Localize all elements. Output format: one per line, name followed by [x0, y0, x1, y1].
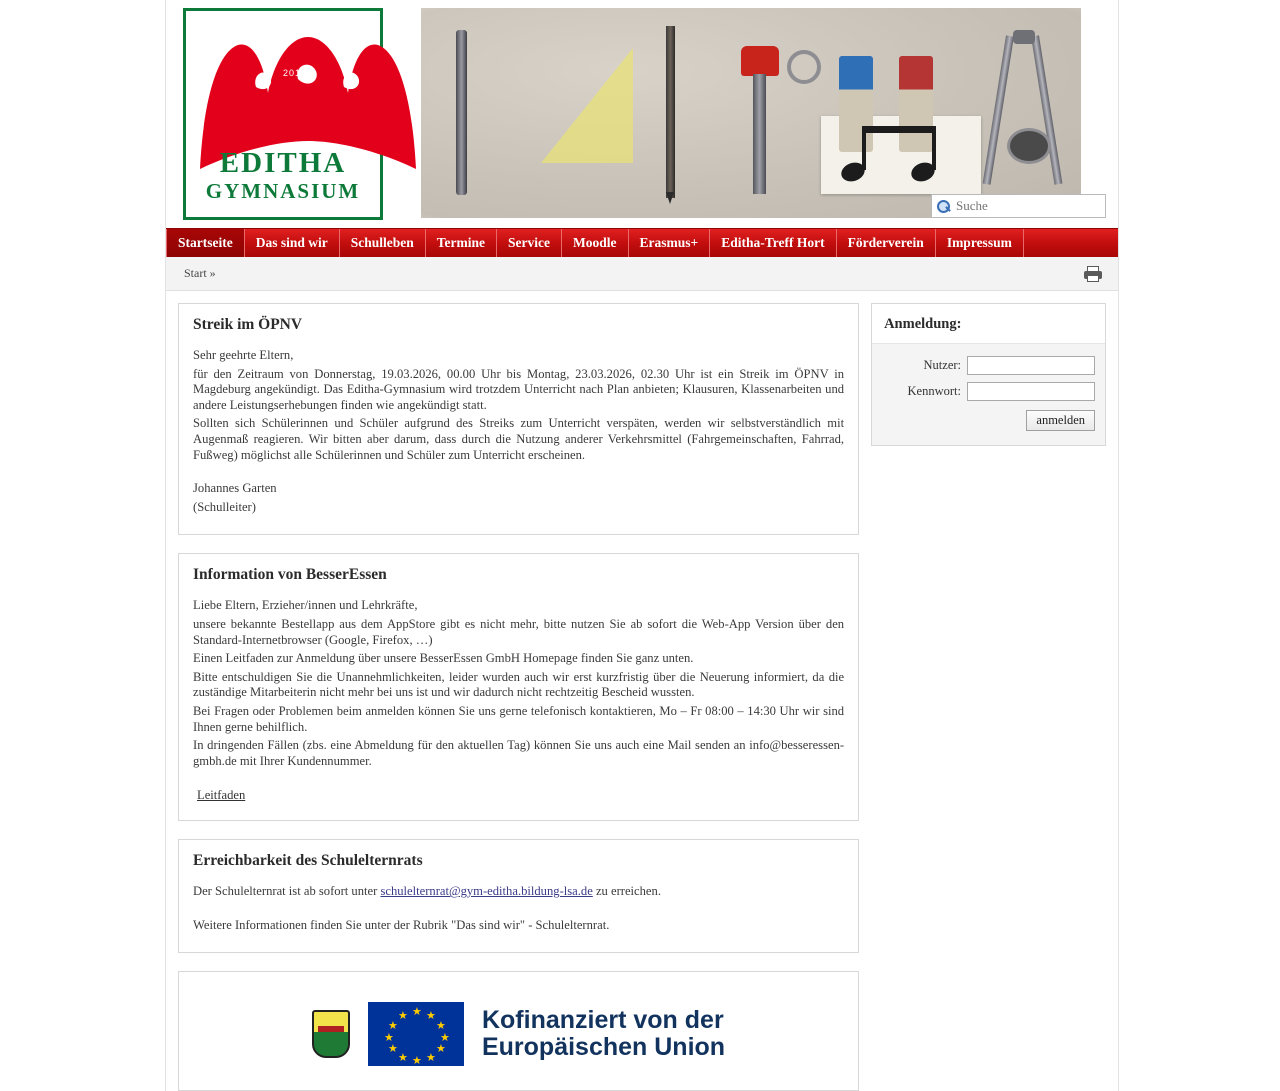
nav-item-das-sind-wir[interactable]: Das sind wir — [245, 229, 340, 257]
eu-banner — [191, 984, 846, 1066]
nav-item-editha-treff-hort[interactable]: Editha-Treff Hort — [710, 229, 836, 257]
search-input[interactable] — [954, 197, 1101, 215]
article-paragraph: für den Zeitraum von Donnerstag, 19.03.2026, 00.00 Uhr bis Montag, 23.03.2026, 02.30 Uhr ist ein Streik im ÖPNV in Magdeburg angekündigt. Das Editha-Gymnasium wird trotzdem Unterricht nach Plan anbieten; Klausuren, Klassenarbeiten und andere Leistungserhebungen finden wie angekündigt statt. — [193, 366, 845, 412]
nav-item-service[interactable]: Service — [497, 229, 562, 257]
nav-item-erasmus[interactable]: Erasmus+ — [629, 229, 711, 257]
article-signature-name: Johannes Garten — [193, 481, 277, 496]
header-banner-image — [421, 8, 1081, 218]
login-title: Anmeldung: — [872, 304, 1105, 344]
login-submit-button[interactable]: anmelden — [1026, 410, 1095, 431]
article-paragraph: Einen Leitfaden zur Anmeldung über unsere BesserEssen GmbH Homepage finden Sie ganz unten. — [193, 651, 694, 666]
article-paragraph: Weitere Informationen finden Sie unter der Rubrik "Das sind wir" - Schulelternrat. — [193, 917, 610, 932]
article-paragraph: unsere bekannte Bestellapp aus dem AppStore gibt es nicht mehr, bitte nutzen Sie ab sofort die Web-App Version über den Standard-Internetbrowser (Google, Firefox, …) — [193, 616, 845, 647]
eu-funding-line-2: Europäischen Union — [481, 1033, 726, 1062]
password-label: Kennwort: — [907, 384, 961, 398]
article-title: Information von BesserEssen — [193, 566, 387, 584]
eu-funding-text — [482, 1007, 725, 1061]
sachsen-anhalt-coat-of-arms-icon — [312, 1010, 350, 1058]
login-button-row — [882, 410, 1095, 431]
site-header — [166, 0, 1118, 228]
article-eu-funding — [178, 971, 859, 1091]
nav-item-startseite[interactable]: Startseite — [166, 229, 245, 257]
article-paragraph — [193, 884, 844, 900]
article-paragraph: Bei Fragen oder Problemen beim anmelden können Sie uns gerne telefonisch kontaktieren, Mo – Fr 08:00 – 14:30 Uhr wir sind Ihnen gerne behilflich. — [193, 703, 845, 734]
password-row — [882, 382, 1095, 401]
main-navigation — [166, 228, 1118, 257]
password-input[interactable] — [967, 382, 1095, 401]
nav-item-termine[interactable]: Termine — [426, 229, 497, 257]
eu-funding-line-1: Kofinanziert von der — [481, 1006, 724, 1035]
article-schulelternrat — [178, 839, 859, 953]
article-title: Streik im ÖPNV — [193, 316, 303, 333]
nav-item-schulleben[interactable]: Schulleben — [340, 229, 426, 257]
article-title: Erreichbarkeit des Schulelternrats — [193, 852, 423, 870]
leitfaden-link[interactable]: Leitfaden — [197, 788, 246, 803]
logo-year: 2015 — [283, 68, 308, 78]
nav-item-foerderverein[interactable]: Förderverein — [837, 229, 936, 257]
article-streik-oepnv — [178, 303, 859, 535]
nav-item-impressum[interactable]: Impressum — [936, 229, 1024, 257]
school-logo[interactable] — [183, 8, 383, 220]
username-row — [882, 356, 1095, 375]
eu-flag-icon: ★ ★ ★ ★ ★ ★ ★ ★ ★ ★ ★ ★ — [368, 1002, 464, 1066]
logo-line-2: GYMNASIUM — [205, 179, 361, 203]
breadcrumb[interactable]: Start » — [184, 266, 216, 280]
login-box — [871, 303, 1106, 446]
logo-line-1: EDITHA — [219, 147, 347, 179]
article-paragraph: Sehr geehrte Eltern, — [193, 348, 294, 362]
login-form — [872, 344, 1105, 445]
article-besseressen — [178, 553, 859, 821]
site-container — [165, 0, 1119, 1091]
main-column — [178, 303, 859, 1091]
lead-text-before: Der Schulelternrat ist ab sofort unter — [193, 884, 381, 899]
article-paragraph: In dringenden Fällen (zbs. eine Abmeldung für den aktuellen Tag) können Sie uns auch eine Mail senden an info@besseressen-gmbh.de mit Ihrer Kundennummer. — [193, 738, 845, 768]
sidebar — [871, 303, 1106, 446]
username-input[interactable] — [967, 356, 1095, 375]
logo-wordmark — [186, 147, 380, 203]
article-paragraph: Bitte entschuldigen Sie die Unannehmlichkeiten, leider wurden auch wir erst kurzfristig über die Neuerung informiert, da die zuständige Mitarbeiterin nicht mehr bei uns ist und wir dadurch nicht rechtzeitig Bescheid wussten. — [193, 669, 845, 700]
search-box[interactable] — [931, 194, 1106, 218]
lead-text-after: zu erreichen. — [592, 884, 661, 899]
schulelternrat-email-link[interactable]: schulelternrat@gym-editha.bildung-lsa.de — [380, 884, 593, 899]
content-area — [166, 291, 1118, 1091]
username-label: Nutzer: — [923, 358, 961, 372]
breadcrumb-bar — [166, 257, 1118, 291]
nav-item-moodle[interactable]: Moodle — [562, 229, 629, 257]
article-paragraph: Sollten sich Schülerinnen und Schüler aufgrund des Streiks zum Unterricht verspäten, werden wir selbstverständlich mit Augenmaß reagieren. Wir bitten aber darum, dass durch die Nutzung anderer Verkehrsmittel (Fahrgemeinschaften, Fahrrad, Fußweg) möglichst alle Schülerinnen und Schüler zum Unterricht erscheinen. — [193, 416, 845, 462]
search-icon — [936, 199, 951, 214]
printer-icon[interactable] — [1084, 266, 1102, 282]
article-signature-role: (Schulleiter) — [193, 499, 256, 514]
article-paragraph: Liebe Eltern, Erzieher/innen und Lehrkräfte, — [193, 598, 418, 613]
